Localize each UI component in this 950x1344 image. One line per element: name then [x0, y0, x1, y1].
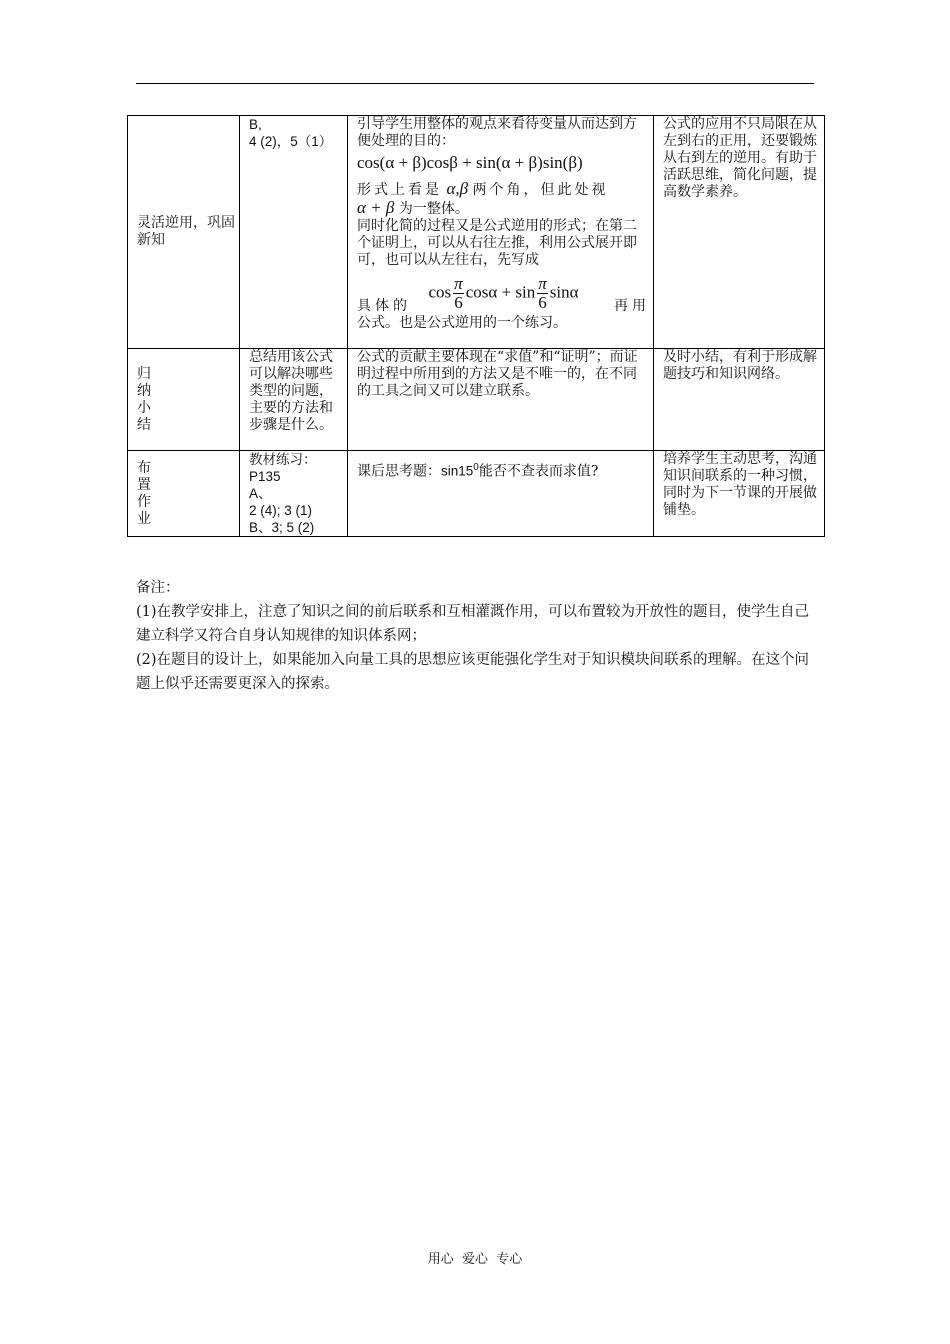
purpose-text: 培养学生主动思考，沟通知识间联系的一种习惯，同时为下一节课的开展做铺垫。: [663, 451, 817, 518]
content-text: 公式的贡献主要体现在“求值”和“证明”；而证明过程中所用到的方法又是不唯一的，在不同的工具之间又可以建立联系。: [357, 349, 638, 399]
stage-char: 作: [137, 493, 151, 510]
content-cell: [348, 116, 654, 349]
note-item: (2)在题目的设计上，如果能加入向量工具的思想应该更能强化学生对于知识模块间联系的理解。在这个问题上似乎还需要更深入的探索。: [136, 652, 810, 692]
exercise-line: 教材练习：: [249, 452, 317, 467]
content-cell: [348, 451, 654, 537]
stage-label: 灵活逆用，巩固新知: [137, 215, 235, 248]
purpose-text: 及时小结，有利于形成解题技巧和知识网络。: [663, 349, 817, 382]
stage-char: 归: [137, 365, 151, 382]
content-text: 再用: [614, 298, 650, 314]
content-text: 同时化简的过程又是公式逆用的形式；在第二个证明上，可以从右往左推，利用公式展开即可，也可以从左往右，先写成: [357, 218, 637, 268]
exercise-cell: [240, 349, 348, 451]
formula-1: cos(α + β)cosβ + sin(α + β)sin(β): [357, 153, 583, 172]
fraction-den: 6: [538, 293, 547, 312]
fraction: [453, 275, 464, 312]
angle-vars: α,β: [446, 179, 469, 198]
formula-part: cos: [428, 282, 452, 302]
stage-cell: [128, 116, 240, 349]
stage-cell: [128, 349, 240, 451]
stage-char: 置: [137, 476, 151, 493]
table-row: [128, 116, 825, 349]
superscript: 0: [473, 462, 479, 473]
exercise-line: 2 (4); 3 (1): [249, 503, 313, 518]
exercise-text: 总结用该公式可以解决哪些类型的问题，主要的方法和步骤是什么。: [249, 349, 333, 433]
formula-part: cosα + sin: [465, 282, 536, 302]
exercise-line: B、3; 5 (2): [249, 520, 315, 535]
table-row: [128, 451, 825, 537]
fraction: [537, 275, 548, 312]
exercise-cell: [240, 116, 348, 349]
lesson-plan-table: [127, 115, 825, 537]
exercise-cell: [240, 451, 348, 537]
angle-sum: α + β: [357, 198, 395, 217]
exercise-line: 4 (2)，5（1）: [249, 134, 333, 149]
purpose-cell: [654, 349, 825, 451]
table-row: [128, 349, 825, 451]
purpose-cell: [654, 451, 825, 537]
note-item: (1)在教学安排上，注意了知识之间的前后联系和互相灌溉作用，可以布置较为开放性的题目，使学生自己建立科学又符合自身认知规律的知识体系网；: [136, 604, 810, 644]
math-text: sin15: [441, 463, 474, 479]
content-text: 公式。也是公式逆用的一个练习。: [357, 315, 567, 331]
stage-char: 小: [137, 399, 151, 416]
content-text: 课后思考题：: [357, 463, 441, 480]
stage-char: 业: [137, 510, 151, 527]
content-text: 两个角，但此处视: [472, 182, 609, 198]
content-cell: [348, 349, 654, 451]
notes-section: [136, 576, 818, 696]
exercise-line: A、: [249, 486, 272, 501]
exercise-line: P135: [249, 469, 281, 484]
notes-title: 备注：: [136, 580, 180, 596]
fraction-den: 6: [454, 293, 463, 312]
fraction-num: π: [538, 274, 547, 293]
header-rule: [136, 83, 814, 84]
stage-char: 纳: [137, 382, 151, 399]
content-text: 形式上看是: [357, 182, 442, 198]
purpose-cell: [654, 116, 825, 349]
content-text: 具体的: [357, 298, 411, 314]
content-intro: 引导学生用整体的观点来看待变量从而达到方便处理的目的：: [357, 116, 637, 149]
content-text: 能否不查表而求值?: [478, 463, 599, 480]
stage-cell: [128, 451, 240, 537]
formula-part: sinα: [549, 282, 579, 302]
stage-char: 结: [137, 416, 151, 433]
stage-char: 布: [137, 459, 151, 476]
page-footer: 用心 爱心 专心: [427, 1252, 523, 1267]
exercise-line: B,: [249, 117, 262, 132]
content-text: 为一整体。: [398, 201, 469, 217]
fraction-num: π: [454, 274, 463, 293]
purpose-text: 公式的应用不只局限在从左到右的正用，还要锻炼从右到左的逆用。有助于活跃思维，简化问题，提高数学素养。: [663, 116, 817, 200]
